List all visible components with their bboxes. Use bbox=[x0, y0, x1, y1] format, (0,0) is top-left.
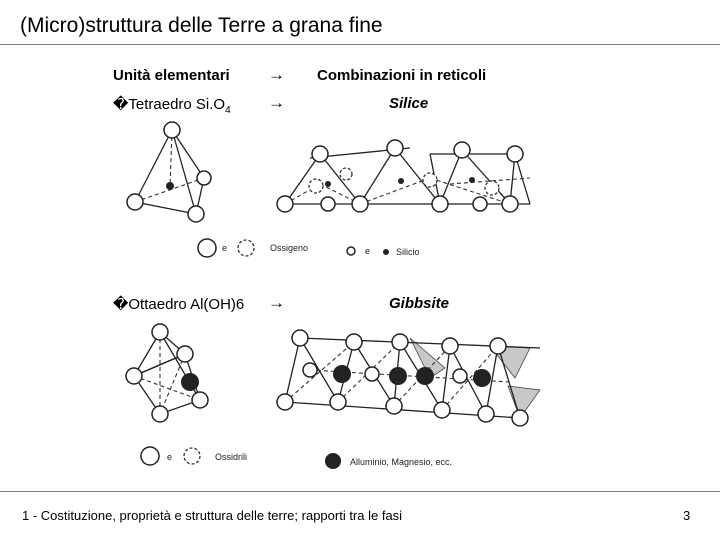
footer-text: 1 - Costituzione, proprietà e struttura delle terre; rapporti tra le fasi bbox=[22, 508, 403, 523]
legend-alluminio: Alluminio, Magnesio, ecc. bbox=[350, 457, 453, 467]
arrow-ottaedro: → bbox=[268, 293, 285, 312]
header-unita-elementari: Unità elementari bbox=[113, 67, 230, 84]
legend-e-silicio: e bbox=[365, 246, 371, 256]
silica-sheet-diagram bbox=[277, 140, 530, 212]
label-ottaedro: �Ottaedro Al(OH)6 bbox=[113, 296, 245, 313]
legend-ossigeno: Ossigeno bbox=[270, 243, 309, 253]
arrow-tetraedro: → bbox=[268, 93, 285, 112]
silica-legend bbox=[198, 239, 420, 257]
octahedron-diagram bbox=[126, 324, 208, 422]
slide-title: (Micro)struttura delle Terre a grana fine bbox=[20, 14, 383, 37]
label-gibbsite: Gibbsite bbox=[389, 295, 450, 312]
legend-silicio: Silicio bbox=[396, 247, 420, 257]
arrow-header: → bbox=[268, 65, 285, 84]
legend-ossidrili: Ossidrili bbox=[215, 452, 248, 462]
legend-e-top: e bbox=[222, 243, 228, 253]
legend-e-bottom: e bbox=[167, 452, 173, 462]
gibbsite-figure bbox=[110, 318, 560, 478]
page-number: 3 bbox=[683, 508, 691, 523]
title-divider bbox=[0, 44, 720, 45]
label-silice: Silice bbox=[389, 95, 429, 112]
gibbsite-sheet-diagram bbox=[277, 330, 540, 426]
tetrahedron-diagram bbox=[127, 122, 211, 222]
header-combinazioni: Combinazioni in reticoli bbox=[317, 67, 487, 84]
silica-figure bbox=[110, 118, 560, 268]
label-tetraedro: �Tetraedro $Si.O_4$ bbox=[113, 96, 231, 116]
gibbsite-legend bbox=[141, 447, 452, 469]
footer-divider bbox=[0, 491, 720, 492]
